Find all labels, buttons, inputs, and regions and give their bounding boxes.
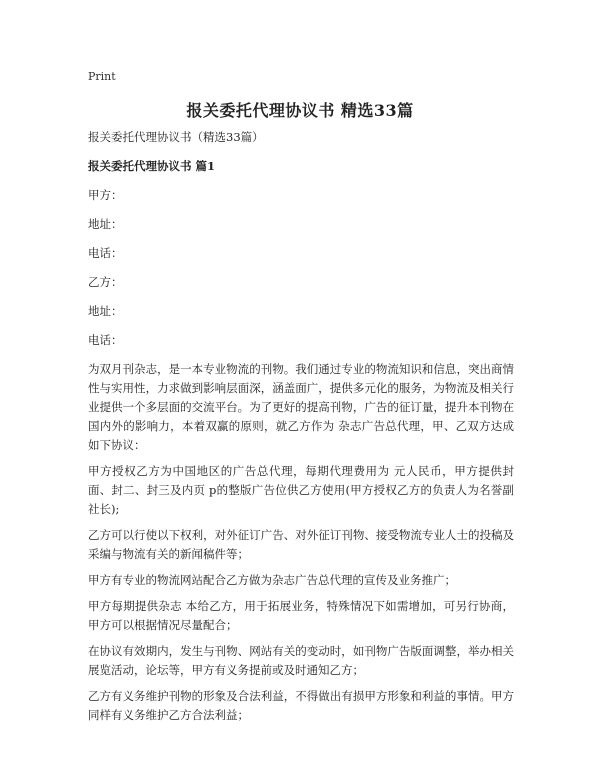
document-body: [88, 128, 514, 732]
paragraph-clause-3: 甲方有专业的物流网站配合乙方做为杂志广告总代理的宣传及业务推广；: [88, 573, 456, 587]
document-subtitle: 报关委托代理协议书（精选33篇）: [88, 130, 264, 144]
print-label: Print: [88, 70, 116, 83]
party-b-phone-label: 电话：: [88, 333, 123, 347]
paragraph-clause-4: 甲方每期提供杂志 本给乙方，用于拓展业务，特殊情况下如需增加，可另行协商，甲方可以根据情况尽量配合；: [88, 599, 514, 632]
party-b-address-label: 地址：: [88, 304, 123, 318]
party-a-address-label: 地址：: [88, 217, 123, 231]
paragraph-clause-5: 在协议有效期内，发生与刊物、网站有关的变动时，如刊物广告版面调整，举办相关展览活动，论坛等，甲方有义务提前或及时通知乙方；: [88, 644, 514, 677]
paragraph-clause-1: 甲方授权乙方为中国地区的广告总代理，每期代理费用为 元人民币，甲方提供封面、封二、封三及内页 p的整版广告位供乙方使用(甲方授权乙方的负责人为名誉副社长);: [88, 464, 514, 516]
paragraph-clause-2: 乙方可以行使以下权利，对外征订广告、对外征订刊物、接受物流专业人士的投稿及采编与物流有关的新闻稿件等；: [88, 528, 514, 561]
party-b-label: 乙方：: [88, 275, 123, 289]
party-a-label: 甲方：: [88, 188, 123, 202]
section-title: 报关委托代理协议书 篇1: [88, 159, 216, 173]
paragraph-intro: 为双月刊杂志，是一本专业物流的刊物。我们通过专业的物流知识和信息，突出商情性与实用性，力求做到影响层面深，涵盖面广，提供多元化的服务，为物流及相关行业提供一个多层面的交流平台。为了更好的提高刊物，广告的征订量，提升本刊物在国内外的影响力，本着双赢的原则，就乙方作为 杂志广告总代理，甲、乙双方达成如下协议：: [88, 362, 514, 452]
page-title: 报关委托代理协议书 精选33篇: [186, 101, 414, 120]
paragraph-clause-6: 乙方有义务维护刊物的形象及合法利益，不得做出有损甲方形象和利益的事情。甲方同样有义务维护乙方合法利益；: [88, 689, 514, 722]
party-a-phone-label: 电话：: [88, 246, 123, 260]
